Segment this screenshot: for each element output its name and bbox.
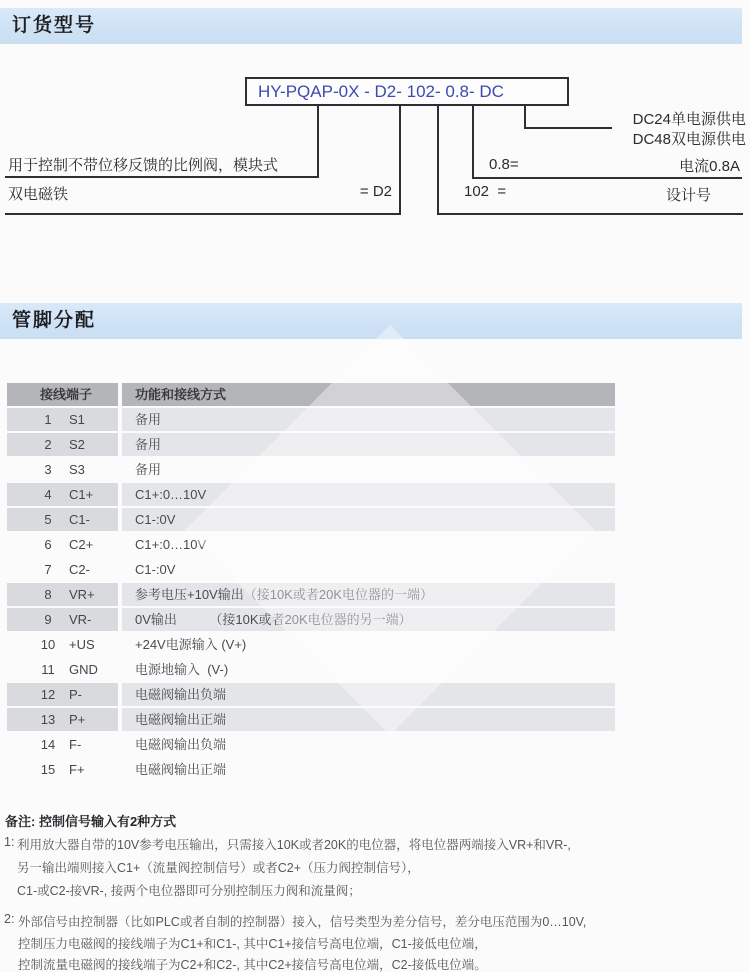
function-cell: 电磁阀输出负端	[122, 683, 615, 706]
function-cell: C1+:0…10V	[122, 483, 615, 506]
label-current-key: 0.8=	[489, 156, 519, 173]
terminal-cell	[7, 733, 118, 756]
note1-number: 1:	[4, 835, 15, 849]
connector-line-d2-horizontal	[5, 213, 401, 215]
note2-line3: 控制流量电磁阀的接线端子为C2+和C2-, 其中C2+接信号高电位端，C2-接低电位端。	[18, 958, 487, 972]
pin-terminal: P-	[69, 687, 82, 702]
function-cell: 电磁阀输出负端	[135, 737, 227, 752]
note1-line1: 利用放大器自带的10V参考电压输出，只需接入10K或者20K的电位器，将电位器两端接入VR+和VR-,	[17, 838, 571, 852]
function-cell: C1-:0V	[122, 508, 615, 531]
section-header-pins	[0, 303, 742, 339]
connector-line-current-horizontal	[472, 177, 742, 179]
pin-terminal: C2+	[69, 537, 94, 552]
table-row	[7, 658, 615, 681]
terminal-cell	[7, 458, 118, 481]
note2-line1: 外部信号由控制器（比如PLC或者自制的控制器）接入，信号类型为差分信号，差分电压范围为0…10V,	[18, 915, 587, 929]
pin-terminal: VR+	[69, 587, 95, 602]
notes-heading: 备注: 控制信号输入有2种方式	[5, 814, 177, 829]
connector-line-desc-vertical	[317, 105, 319, 176]
table-row	[7, 558, 615, 581]
note1-line2: 另一输出端则接入C1+（流量阀控制信号）或者C2+（压力阀控制信号），	[17, 861, 420, 875]
pin-table-header	[7, 383, 615, 406]
pin-terminal: S1	[69, 412, 85, 427]
function-cell: 电磁阀输出正端	[135, 762, 227, 777]
pin-number: 3	[44, 462, 52, 477]
pin-number: 5	[44, 512, 52, 527]
pin-table-rows	[7, 408, 615, 781]
pin-number: 8	[44, 587, 52, 602]
function-cell: 0V输出 （接10K或者20K电位器的另一端）	[122, 608, 615, 631]
function-cell: 备用	[122, 408, 615, 431]
table-row	[7, 758, 615, 781]
table-row	[7, 508, 615, 531]
table-row	[7, 708, 615, 731]
function-cell: C1-:0V	[135, 562, 176, 577]
pin-number: 4	[44, 487, 52, 502]
function-cell: 备用	[135, 462, 162, 477]
header-function: 功能和接线方式	[122, 383, 615, 406]
table-row	[7, 733, 615, 756]
pin-terminal: F-	[69, 737, 82, 752]
note2-number: 2:	[4, 912, 15, 926]
terminal-cell	[7, 708, 118, 731]
header-terminal: 接线端子	[7, 383, 118, 406]
pin-terminal: VR-	[69, 612, 92, 627]
connector-line-design-horizontal	[437, 213, 743, 215]
function-cell: 备用	[122, 433, 615, 456]
terminal-cell	[7, 583, 118, 606]
function-cell: +24V电源输入 (V+)	[135, 637, 247, 652]
terminal-cell	[7, 533, 118, 556]
note1-line3: C1-或C2-接VR-, 接两个电位器即可分别控制压力阀和流量阀；	[17, 884, 361, 898]
table-row	[7, 633, 615, 656]
terminal-cell	[7, 608, 118, 631]
terminal-cell	[7, 408, 118, 431]
connector-line-current-vertical	[472, 105, 474, 179]
terminal-cell	[7, 508, 118, 531]
pin-number: 7	[44, 562, 52, 577]
pin-terminal: C1-	[69, 512, 90, 527]
table-row	[7, 433, 615, 456]
model-code-text: HY-PQAP-0X - D2- 102- 0.8- DC	[258, 82, 504, 101]
table-row	[7, 683, 615, 706]
pin-number: 10	[40, 637, 56, 652]
pin-terminal: C1+	[69, 487, 94, 502]
pin-number: 13	[40, 712, 56, 727]
pin-terminal: S3	[69, 462, 85, 477]
label-d2-description-line1: 用于控制不带位移反馈的比例阀，模块式	[8, 157, 279, 174]
table-row	[7, 458, 615, 481]
pin-number: 6	[44, 537, 52, 552]
pin-number: 1	[44, 412, 52, 427]
table-row	[7, 608, 615, 631]
terminal-cell	[7, 658, 118, 681]
terminal-cell	[7, 558, 118, 581]
pin-terminal: GND	[69, 662, 98, 677]
pin-terminal: C2-	[69, 562, 90, 577]
table-row	[7, 483, 615, 506]
terminal-cell	[7, 483, 118, 506]
pin-number: 12	[40, 687, 56, 702]
pin-terminal: F+	[69, 762, 85, 777]
table-row	[7, 408, 615, 431]
label-dc48: DC48双电源供电	[632, 131, 746, 148]
function-cell: 电磁阀输出正端	[122, 708, 615, 731]
connector-line-design-vertical	[437, 105, 439, 215]
function-cell: 电源地输入 (V-)	[135, 662, 229, 677]
section-title-pins: 管脚分配	[12, 310, 97, 331]
section-header-ordering	[0, 8, 742, 44]
pin-number: 15	[40, 762, 56, 777]
function-cell: C1+:0…10V	[135, 537, 207, 552]
connector-line-dc-horizontal	[524, 127, 612, 129]
pin-number: 11	[41, 662, 55, 677]
pin-terminal: +US	[69, 637, 95, 652]
function-cell: 参考电压+10V输出（接10K或者20K电位器的一端）	[122, 583, 615, 606]
label-design-key: 102 =	[464, 183, 507, 200]
label-current-value: 电流0.8A	[679, 158, 740, 175]
terminal-cell	[7, 758, 118, 781]
table-row	[7, 583, 615, 606]
pin-number: 14	[40, 737, 56, 752]
model-code-box	[245, 77, 569, 106]
table-row	[7, 533, 615, 556]
label-design-value: 设计号	[665, 187, 711, 204]
section-title-ordering: 订货型号	[12, 15, 97, 36]
pin-number: 2	[44, 437, 52, 452]
terminal-cell	[7, 683, 118, 706]
pin-number: 9	[44, 612, 52, 627]
pin-table	[7, 383, 615, 783]
connector-line-dc-vertical	[524, 105, 526, 129]
label-d2-key: = D2	[359, 183, 392, 200]
connector-line-desc-horizontal	[5, 176, 319, 178]
terminal-cell	[7, 433, 118, 456]
pin-terminal: P+	[69, 712, 86, 727]
connector-line-d2-vertical	[399, 105, 401, 215]
label-dc24: DC24单电源供电	[632, 111, 746, 128]
label-d2-description-line2: 双电磁铁	[8, 186, 69, 203]
pin-terminal: S2	[69, 437, 85, 452]
note2-line2: 控制压力电磁阀的接线端子为C1+和C1-, 其中C1+接信号高电位端，C1-接低电位端，	[18, 937, 487, 951]
terminal-cell	[7, 633, 118, 656]
